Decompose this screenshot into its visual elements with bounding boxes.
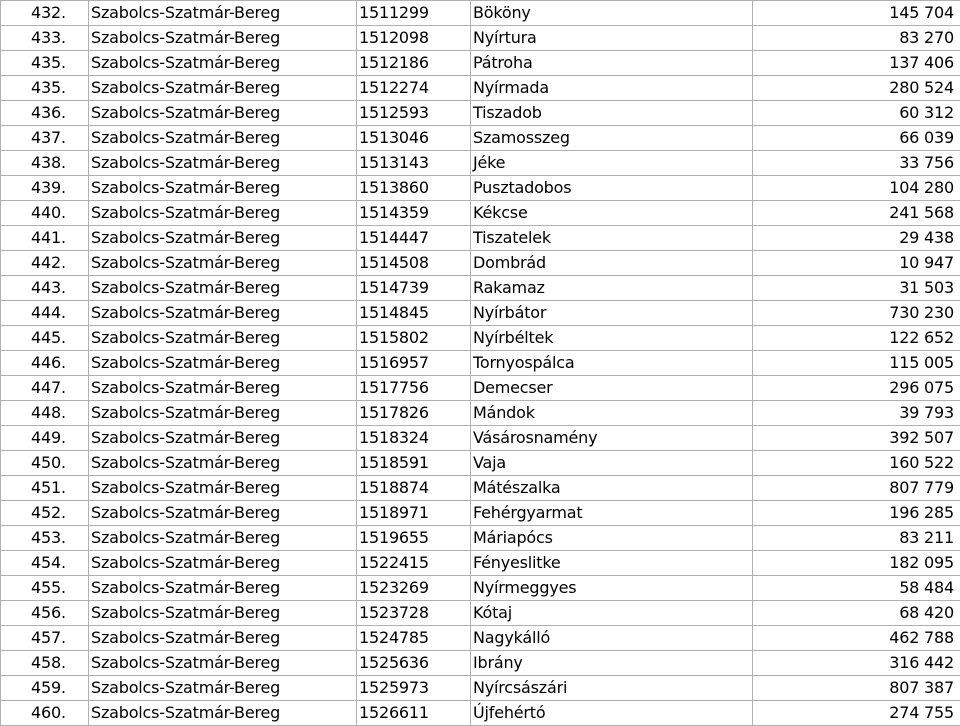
code-cell: 1514359: [357, 201, 471, 226]
county-cell: Szabolcs-Szatmár-Bereg: [89, 51, 357, 76]
table-row: [1, 201, 960, 226]
population-cell: 145 704: [753, 1, 960, 26]
town-cell: Szamosszeg: [471, 126, 753, 151]
table-row: [1, 501, 960, 526]
town-cell: Vásárosnamény: [471, 426, 753, 451]
county-cell: Szabolcs-Szatmár-Bereg: [89, 601, 357, 626]
table-row: [1, 601, 960, 626]
table-row: [1, 651, 960, 676]
town-cell: Tiszadob: [471, 101, 753, 126]
row-number: 432.: [1, 1, 89, 26]
county-cell: Szabolcs-Szatmár-Bereg: [89, 126, 357, 151]
county-cell: Szabolcs-Szatmár-Bereg: [89, 26, 357, 51]
town-cell: Demecser: [471, 376, 753, 401]
population-cell: 104 280: [753, 176, 960, 201]
code-cell: 1523269: [357, 576, 471, 601]
population-cell: 241 568: [753, 201, 960, 226]
table-row: [1, 426, 960, 451]
code-cell: 1513046: [357, 126, 471, 151]
population-cell: 182 095: [753, 551, 960, 576]
population-cell: 807 779: [753, 476, 960, 501]
table-row: [1, 226, 960, 251]
table-row: [1, 176, 960, 201]
table-row: [1, 626, 960, 651]
county-cell: Szabolcs-Szatmár-Bereg: [89, 526, 357, 551]
row-number: 459.: [1, 676, 89, 701]
population-cell: 137 406: [753, 51, 960, 76]
county-cell: Szabolcs-Szatmár-Bereg: [89, 676, 357, 701]
table-row: [1, 301, 960, 326]
county-cell: Szabolcs-Szatmár-Bereg: [89, 651, 357, 676]
table-row: [1, 126, 960, 151]
town-cell: Nyírcsászári: [471, 676, 753, 701]
town-cell: Újfehértó: [471, 701, 753, 726]
table-row: [1, 676, 960, 701]
county-cell: Szabolcs-Szatmár-Bereg: [89, 376, 357, 401]
town-cell: Mátészalka: [471, 476, 753, 501]
code-cell: 1517826: [357, 401, 471, 426]
table-row: [1, 276, 960, 301]
county-cell: Szabolcs-Szatmár-Bereg: [89, 326, 357, 351]
county-cell: Szabolcs-Szatmár-Bereg: [89, 301, 357, 326]
row-number: 442.: [1, 251, 89, 276]
row-number: 456.: [1, 601, 89, 626]
population-cell: 392 507: [753, 426, 960, 451]
code-cell: 1525636: [357, 651, 471, 676]
town-cell: Kótaj: [471, 601, 753, 626]
code-cell: 1514447: [357, 226, 471, 251]
county-cell: Szabolcs-Szatmár-Bereg: [89, 226, 357, 251]
row-number: 448.: [1, 401, 89, 426]
table-row: [1, 526, 960, 551]
row-number: 451.: [1, 476, 89, 501]
population-cell: 115 005: [753, 351, 960, 376]
table-row: [1, 376, 960, 401]
code-cell: 1515802: [357, 326, 471, 351]
town-cell: Pátroha: [471, 51, 753, 76]
code-cell: 1526611: [357, 701, 471, 726]
county-cell: Szabolcs-Szatmár-Bereg: [89, 451, 357, 476]
population-cell: 33 756: [753, 151, 960, 176]
table-row: [1, 26, 960, 51]
code-cell: 1517756: [357, 376, 471, 401]
table-row: [1, 151, 960, 176]
population-cell: 83 211: [753, 526, 960, 551]
code-cell: 1518971: [357, 501, 471, 526]
table-row: [1, 101, 960, 126]
population-cell: 39 793: [753, 401, 960, 426]
table-body: [1, 1, 960, 726]
row-number: 453.: [1, 526, 89, 551]
town-cell: Rakamaz: [471, 276, 753, 301]
code-cell: 1523728: [357, 601, 471, 626]
code-cell: 1512098: [357, 26, 471, 51]
population-cell: 196 285: [753, 501, 960, 526]
population-cell: 807 387: [753, 676, 960, 701]
town-cell: Nyírmeggyes: [471, 576, 753, 601]
town-cell: Kékcse: [471, 201, 753, 226]
population-cell: 160 522: [753, 451, 960, 476]
row-number: 440.: [1, 201, 89, 226]
code-cell: 1513143: [357, 151, 471, 176]
row-number: 443.: [1, 276, 89, 301]
row-number: 433.: [1, 26, 89, 51]
town-cell: Nagykálló: [471, 626, 753, 651]
town-cell: Nyírbátor: [471, 301, 753, 326]
row-number: 455.: [1, 576, 89, 601]
county-cell: Szabolcs-Szatmár-Bereg: [89, 426, 357, 451]
population-cell: 83 270: [753, 26, 960, 51]
county-cell: Szabolcs-Szatmár-Bereg: [89, 1, 357, 26]
table-row: [1, 576, 960, 601]
town-cell: Nyírbéltek: [471, 326, 753, 351]
town-cell: Mándok: [471, 401, 753, 426]
table-row: [1, 76, 960, 101]
town-cell: Fényeslitke: [471, 551, 753, 576]
town-cell: Jéke: [471, 151, 753, 176]
row-number: 445.: [1, 326, 89, 351]
county-cell: Szabolcs-Szatmár-Bereg: [89, 276, 357, 301]
county-cell: Szabolcs-Szatmár-Bereg: [89, 476, 357, 501]
population-cell: 29 438: [753, 226, 960, 251]
code-cell: 1519655: [357, 526, 471, 551]
code-cell: 1512186: [357, 51, 471, 76]
population-cell: 68 420: [753, 601, 960, 626]
population-cell: 60 312: [753, 101, 960, 126]
county-cell: Szabolcs-Szatmár-Bereg: [89, 626, 357, 651]
county-cell: Szabolcs-Szatmár-Bereg: [89, 551, 357, 576]
code-cell: 1513860: [357, 176, 471, 201]
population-cell: 66 039: [753, 126, 960, 151]
code-cell: 1516957: [357, 351, 471, 376]
row-number: 452.: [1, 501, 89, 526]
town-cell: Ibrány: [471, 651, 753, 676]
row-number: 447.: [1, 376, 89, 401]
row-number: 441.: [1, 226, 89, 251]
town-cell: Bököny: [471, 1, 753, 26]
county-cell: Szabolcs-Szatmár-Bereg: [89, 351, 357, 376]
county-cell: Szabolcs-Szatmár-Bereg: [89, 251, 357, 276]
population-cell: 462 788: [753, 626, 960, 651]
row-number: 454.: [1, 551, 89, 576]
population-cell: 316 442: [753, 651, 960, 676]
row-number: 436.: [1, 101, 89, 126]
table-row: [1, 1, 960, 26]
row-number: 435.: [1, 76, 89, 101]
county-cell: Szabolcs-Szatmár-Bereg: [89, 151, 357, 176]
code-cell: 1514508: [357, 251, 471, 276]
table-row: [1, 476, 960, 501]
population-cell: 274 755: [753, 701, 960, 726]
town-cell: Nyírmada: [471, 76, 753, 101]
code-cell: 1525973: [357, 676, 471, 701]
population-cell: 730 230: [753, 301, 960, 326]
row-number: 444.: [1, 301, 89, 326]
code-cell: 1518591: [357, 451, 471, 476]
population-cell: 31 503: [753, 276, 960, 301]
county-cell: Szabolcs-Szatmár-Bereg: [89, 76, 357, 101]
table-row: [1, 451, 960, 476]
county-cell: Szabolcs-Szatmár-Bereg: [89, 201, 357, 226]
county-cell: Szabolcs-Szatmár-Bereg: [89, 101, 357, 126]
town-cell: Tornyospálca: [471, 351, 753, 376]
row-number: 458.: [1, 651, 89, 676]
code-cell: 1524785: [357, 626, 471, 651]
row-number: 449.: [1, 426, 89, 451]
county-cell: Szabolcs-Szatmár-Bereg: [89, 176, 357, 201]
town-cell: Dombrád: [471, 251, 753, 276]
code-cell: 1514845: [357, 301, 471, 326]
town-cell: Máriapócs: [471, 526, 753, 551]
row-number: 460.: [1, 701, 89, 726]
table-row: [1, 401, 960, 426]
population-cell: 122 652: [753, 326, 960, 351]
code-cell: 1518324: [357, 426, 471, 451]
code-cell: 1522415: [357, 551, 471, 576]
code-cell: 1514739: [357, 276, 471, 301]
table-row: [1, 326, 960, 351]
code-cell: 1512274: [357, 76, 471, 101]
row-number: 450.: [1, 451, 89, 476]
table-row: [1, 251, 960, 276]
table-row: [1, 351, 960, 376]
row-number: 439.: [1, 176, 89, 201]
table-row: [1, 701, 960, 726]
code-cell: 1511299: [357, 1, 471, 26]
town-cell: Nyírtura: [471, 26, 753, 51]
population-cell: 280 524: [753, 76, 960, 101]
town-cell: Vaja: [471, 451, 753, 476]
table-row: [1, 51, 960, 76]
population-cell: 296 075: [753, 376, 960, 401]
town-cell: Tiszatelek: [471, 226, 753, 251]
county-cell: Szabolcs-Szatmár-Bereg: [89, 401, 357, 426]
town-cell: Pusztadobos: [471, 176, 753, 201]
row-number: 438.: [1, 151, 89, 176]
code-cell: 1512593: [357, 101, 471, 126]
population-cell: 10 947: [753, 251, 960, 276]
county-cell: Szabolcs-Szatmár-Bereg: [89, 576, 357, 601]
town-cell: Fehérgyarmat: [471, 501, 753, 526]
code-cell: 1518874: [357, 476, 471, 501]
row-number: 446.: [1, 351, 89, 376]
table-row: [1, 551, 960, 576]
row-number: 437.: [1, 126, 89, 151]
row-number: 457.: [1, 626, 89, 651]
county-cell: Szabolcs-Szatmár-Bereg: [89, 501, 357, 526]
row-number: 435.: [1, 51, 89, 76]
county-cell: Szabolcs-Szatmár-Bereg: [89, 701, 357, 726]
population-cell: 58 484: [753, 576, 960, 601]
